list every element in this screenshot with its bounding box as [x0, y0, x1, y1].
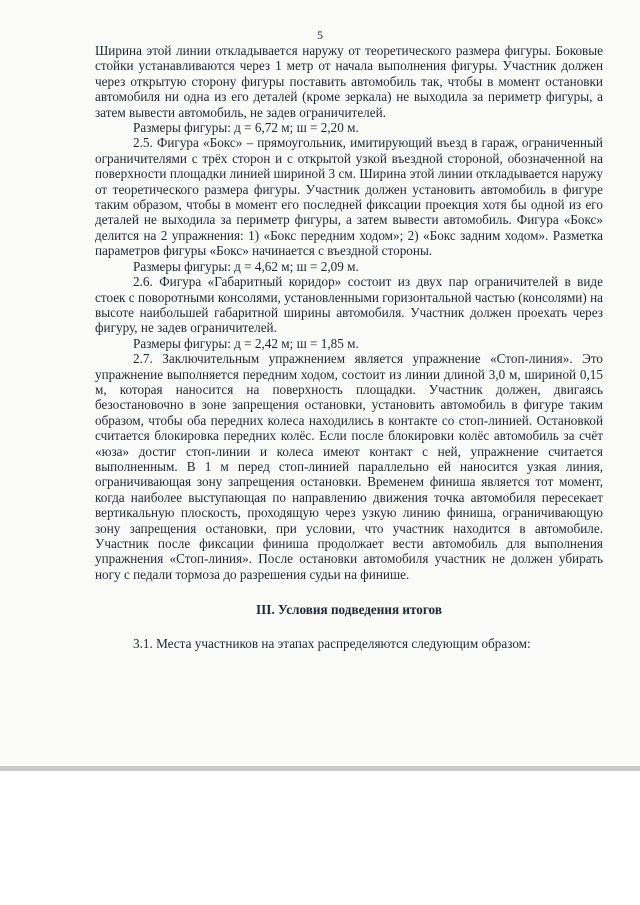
- paragraph-dimensions-2: Размеры фигуры: д = 4,62 м; ш = 2,09 м.: [133, 258, 359, 274]
- document-body: [95, 43, 603, 651]
- paragraph-intro: Ширина этой линии откладывается наружу от теоретического размера фигуры. Боковые стойки устанавливаются через 1 метр от начала выполнения фигуры. Участник должен через открытую сторону фигуры поставить автомобиль так, чтобы в момент остановки автомобиля ни одна из его деталей (кроме зеркала) не выходила за периметр фигуры, а затем вывести автомобиль, не задев ограничителей.: [95, 43, 603, 120]
- paragraph-dimensions-1: Размеры фигуры: д = 6,72 м; ш = 2,20 м.: [133, 120, 359, 136]
- paragraph-gabarit-corridor: 2.6. Фигура «Габаритный коридор» состоит из двух пар ограничителей в виде стоек с поворотными консолями, установленными горизонтальной частью (консолями) на высоте наибольшей габаритной ширины автомобиля. Участник должен проехать через фигуру, не задев ограничителей.: [95, 274, 603, 336]
- page-number: 5: [317, 28, 323, 42]
- paragraph-results: 3.1. Места участников на этапах распределяются следующим образом:: [133, 635, 531, 651]
- section-heading: III. Условия подведения итогов: [256, 602, 442, 618]
- scan-edge: [0, 766, 640, 771]
- paragraph-stop-line: 2.7. Заключительным упражнением является упражнение «Стоп-линия». Это упражнение выполняется передним ходом, состоит из линии длиной 3,0 м, шириной 0,15 м, которая наносится на поверхность площадки. Участник должен, двигаясь безостановочно в зоне запрещения остановки, установить автомобиль в фигуре таким образом, чтобы оба передних колеса находились в контакте со стоп-линией. Остановкой считается блокировка передних колёс. Если после блокировки колёс автомобиль за счёт «юза» достиг стоп-линии и колеса имеют контакт с ней, упражнение считается выполненным. В 1 м перед стоп-линией параллельно ей наносится узкая линия, ограничивающая зону запрещения остановки. Временем финиша является тот момент, когда наиболее выступающая по направлению движения точка автомобиля пересекает вертикальную плоскость, проходящую через узкую линию финиша, ограничивающую зону запрещения остановки, при условии, что участник находится в автомобиле. Участник после фиксации финиша продолжает вести автомобиль для выполнения упражнения «Стоп-линия». После остановки автомобиля участник не должен убирать ногу с педали тормоза до разрешения судьи на финише.: [95, 351, 603, 582]
- paragraph-dimensions-3: Размеры фигуры: д = 2,42 м; ш = 1,85 м.: [133, 335, 359, 351]
- paragraph-box-figure: 2.5. Фигура «Бокс» – прямоугольник, имитирующий въезд в гараж, ограниченный ограничителями с трёх сторон и с открытой узкой въездной стороной, обозначенной на поверхности площадки линией шириной 3 см. Ширина этой линии откладывается наружу от теоретического размера фигуры. Участник должен установить автомобиль в фигуре таким образом, чтобы в момент его последней фиксации проекция хотя бы одной из его деталей не выходила за периметр фигуры, а затем вывести автомобиль. Фигура «Бокс» делится на 2 упражнения: 1) «Бокс передним ходом»; 2) «Бокс задним ходом». Разметка параметров фигуры «Бокс» начинается с въездной стороны.: [95, 135, 603, 259]
